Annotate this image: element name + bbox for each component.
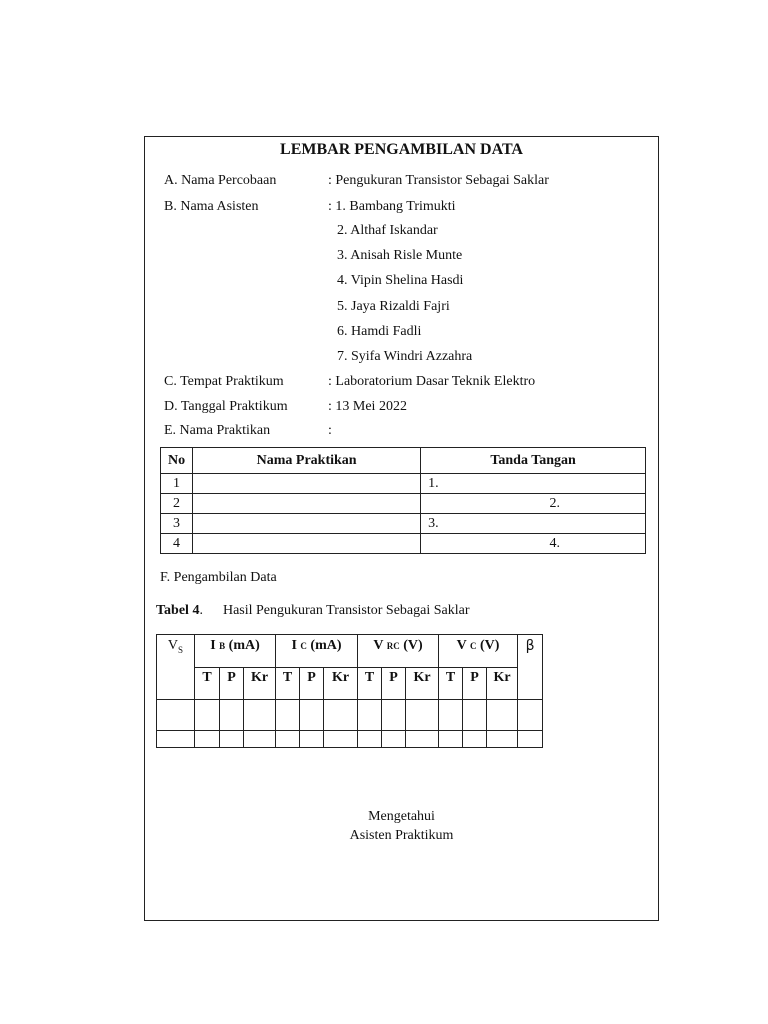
header-vs: $V_S$ xyxy=(157,635,195,700)
data-sheet-frame xyxy=(144,136,659,921)
label-nama-asisten: B. Nama Asisten xyxy=(164,199,259,214)
data-cell[interactable] xyxy=(439,731,463,748)
caption-text: Hasil Pengukuran Transistor Sebagai Saklar xyxy=(222,603,470,618)
acknowledgement-line-1: Mengetahui xyxy=(368,809,435,824)
cell-ttd: 1. xyxy=(421,474,646,494)
value-nama-praktikan: : xyxy=(328,423,332,438)
value-tempat-praktikum: : Laboratorium Dasar Teknik Elektro xyxy=(328,374,536,389)
data-cell[interactable] xyxy=(487,731,518,748)
measurement-table xyxy=(156,634,543,748)
header-vrc: V RC (V) xyxy=(358,635,439,668)
cell-ttd: 2. xyxy=(421,494,646,514)
table-header-row xyxy=(161,448,646,474)
asisten-item: 3. Anisah Risle Munte xyxy=(337,248,463,263)
data-cell[interactable] xyxy=(406,731,439,748)
header-nama-praktikan: Nama Praktikan xyxy=(193,448,421,474)
table-row xyxy=(161,494,646,514)
data-cell[interactable] xyxy=(276,731,300,748)
data-cell[interactable] xyxy=(157,700,195,731)
praktikan-table xyxy=(160,447,646,554)
data-cell[interactable] xyxy=(358,731,382,748)
data-cell[interactable] xyxy=(324,731,358,748)
subheader-t: T xyxy=(195,668,220,700)
cell-ttd: 4. xyxy=(421,534,646,554)
table-row xyxy=(157,700,543,731)
asisten-item: 2. Althaf Iskandar xyxy=(337,223,438,238)
data-cell[interactable] xyxy=(276,700,300,731)
data-cell[interactable] xyxy=(382,700,406,731)
asisten-item: 7. Syifa Windri Azzahra xyxy=(337,349,473,364)
table-header-row xyxy=(157,635,543,668)
subheader-p: P xyxy=(382,668,406,700)
subheader-kr: Kr xyxy=(406,668,439,700)
data-cell[interactable] xyxy=(518,731,543,748)
data-cell[interactable] xyxy=(518,700,543,731)
table-row xyxy=(161,474,646,494)
page-title: LEMBAR PENGAMBILAN DATA xyxy=(280,141,523,158)
data-cell[interactable] xyxy=(463,731,487,748)
subheader-kr: Kr xyxy=(244,668,276,700)
subheader-p: P xyxy=(220,668,244,700)
value-asisten-1: : 1. Bambang Trimukti xyxy=(328,199,456,214)
data-cell[interactable] xyxy=(220,731,244,748)
cell-no: 1 xyxy=(161,474,193,494)
cell-nama[interactable] xyxy=(193,474,421,494)
data-cell[interactable] xyxy=(324,700,358,731)
data-cell[interactable] xyxy=(463,700,487,731)
table-row xyxy=(161,514,646,534)
header-beta: β xyxy=(518,635,543,700)
data-cell[interactable] xyxy=(487,700,518,731)
cell-nama[interactable] xyxy=(193,494,421,514)
data-cell[interactable] xyxy=(406,700,439,731)
asisten-item: 5. Jaya Rizaldi Fajri xyxy=(337,299,450,314)
cell-nama[interactable] xyxy=(193,514,421,534)
cell-no: 2 xyxy=(161,494,193,514)
value-tanggal-praktikum: : 13 Mei 2022 xyxy=(328,399,407,414)
header-no: No xyxy=(161,448,193,474)
data-cell[interactable] xyxy=(195,731,220,748)
header-tanda-tangan: Tanda Tangan xyxy=(421,448,646,474)
subheader-kr: Kr xyxy=(324,668,358,700)
header-vc: V C (V) xyxy=(439,635,518,668)
table-row xyxy=(157,731,543,748)
subheader-kr: Kr xyxy=(487,668,518,700)
subheader-p: P xyxy=(463,668,487,700)
table-row xyxy=(161,534,646,554)
label-nama-praktikan: E. Nama Praktikan xyxy=(164,423,271,438)
subheader-t: T xyxy=(439,668,463,700)
subheader-t: T xyxy=(276,668,300,700)
data-cell[interactable] xyxy=(300,700,324,731)
data-cell[interactable] xyxy=(220,700,244,731)
caption-dot: . xyxy=(199,603,203,618)
data-cell[interactable] xyxy=(244,700,276,731)
table-subheader-row xyxy=(157,668,543,700)
cell-no: 4 xyxy=(161,534,193,554)
caption-label: Tabel 4 xyxy=(156,603,200,618)
acknowledgement-line-2: Asisten Praktikum xyxy=(349,828,454,843)
data-cell[interactable] xyxy=(195,700,220,731)
subheader-p: P xyxy=(300,668,324,700)
data-cell[interactable] xyxy=(300,731,324,748)
table-caption xyxy=(156,603,469,619)
data-cell[interactable] xyxy=(439,700,463,731)
data-cell[interactable] xyxy=(157,731,195,748)
asisten-item: 4. Vipin Shelina Hasdi xyxy=(337,273,464,288)
header-ib: I B (mA) xyxy=(195,635,276,668)
label-tempat-praktikum: C. Tempat Praktikum xyxy=(164,374,284,389)
data-cell[interactable] xyxy=(358,700,382,731)
cell-ttd: 3. xyxy=(421,514,646,534)
cell-no: 3 xyxy=(161,514,193,534)
section-heading-f: F. Pengambilan Data xyxy=(160,570,277,585)
cell-nama[interactable] xyxy=(193,534,421,554)
label-tanggal-praktikum: D. Tanggal Praktikum xyxy=(164,399,288,414)
data-cell[interactable] xyxy=(244,731,276,748)
header-ic: I C (mA) xyxy=(276,635,358,668)
asisten-item: 6. Hamdi Fadli xyxy=(337,324,422,339)
label-nama-percobaan: A. Nama Percobaan xyxy=(164,173,277,188)
data-cell[interactable] xyxy=(382,731,406,748)
value-nama-percobaan: : Pengukuran Transistor Sebagai Saklar xyxy=(328,173,549,188)
subheader-t: T xyxy=(358,668,382,700)
